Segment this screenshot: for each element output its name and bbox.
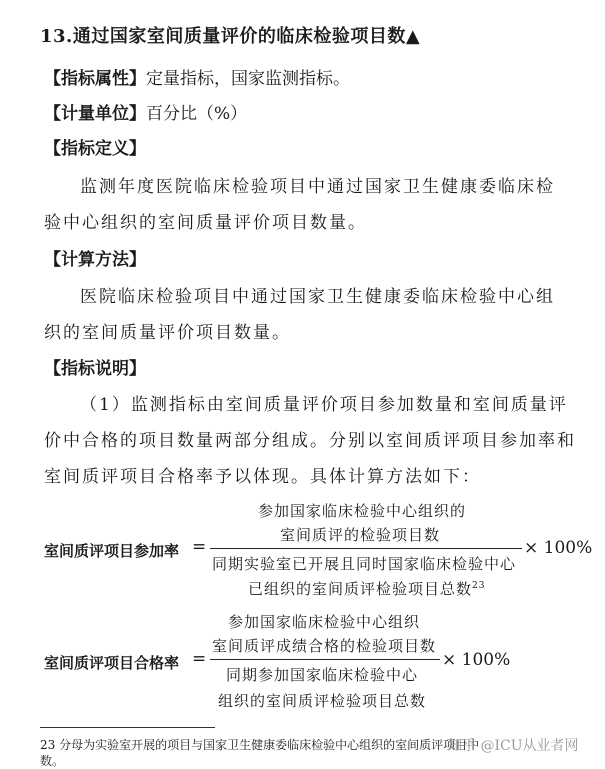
formula1-multiplier: × 100% [524,538,593,558]
definition-label: 【指标定义】 [44,139,146,159]
formula1-label: 室间质评项目参加率 [44,542,180,560]
formula2-label: 室间质评项目合格率 [44,654,180,672]
watermark: 知乎 @ICU从业者网 [448,738,579,754]
formula1-numerator-line-2: 室间质评的检验项目数 [280,526,441,544]
explanation-line-2: 价中合格的项目数量两部分组成。分别以室间质评项目参加率和 [44,431,576,451]
formula2-denominator-line-1: 同期参加国家临床检验中心 [226,666,419,684]
formula2-fraction-bar [210,659,440,660]
unit-label: 【计量单位】 [44,104,146,124]
formula2-numerator-line-1: 参加国家临床检验中心组织 [228,613,421,631]
formula2-equals: = [192,649,207,669]
footnote-line-2: 数。 [40,754,65,768]
attributes-row [44,64,350,89]
method-label: 【计算方法】 [44,250,146,270]
attributes-label: 【指标属性】 [44,69,146,89]
definition-line-1: 监测年度医院临床检验项目中通过国家卫生健康委临床检 [80,177,555,197]
formula1-numerator-line-1: 参加国家临床检验中心组织的 [258,502,467,520]
formula2-numerator-line-2: 室间质评成绩合格的检验项目数 [212,637,437,655]
formula1-denominator-line-1: 同期实验室已开展且同时国家临床检验中心 [212,555,517,573]
unit-row [44,99,247,124]
explanation-line-3: 室间质评项目合格率予以体现。具体计算方法如下： [44,467,481,487]
definition-line-2: 验中心组织的室间质量评价项目数量。 [44,213,367,233]
footnote-divider [40,727,215,728]
formula2-multiplier: × 100% [442,650,511,670]
attributes-value: 定量指标，国家监测指标。 [146,69,350,89]
method-line-2: 织的室间质量评价项目数量。 [44,323,291,343]
footnote-line-1: 23 分母为实验室开展的项目与国家卫生健康委临床检验中心组织的室间质评项目中 [40,738,480,752]
method-line-1: 医院临床检验项目中通过国家卫生健康委临床检验中心组 [80,287,555,307]
formula1-fraction-bar [210,548,522,549]
unit-value: 百分比（%） [146,104,248,124]
explanation-line-1: （1）监测指标由室间质量评价项目参加数量和室间质量评 [80,395,568,415]
formula1-equals: = [192,537,207,557]
formula2-denominator-line-2: 组织的室间质评检验项目总数 [218,692,427,710]
formula1-denominator-line-2: 已组织的室间质评检验项目总数$^{23}$ [248,580,486,598]
footnote-ref: 23 [472,581,486,591]
section-heading: 13.通过国家室间质量评价的临床检验项目数▲ [40,26,421,47]
explanation-label: 【指标说明】 [44,359,146,379]
